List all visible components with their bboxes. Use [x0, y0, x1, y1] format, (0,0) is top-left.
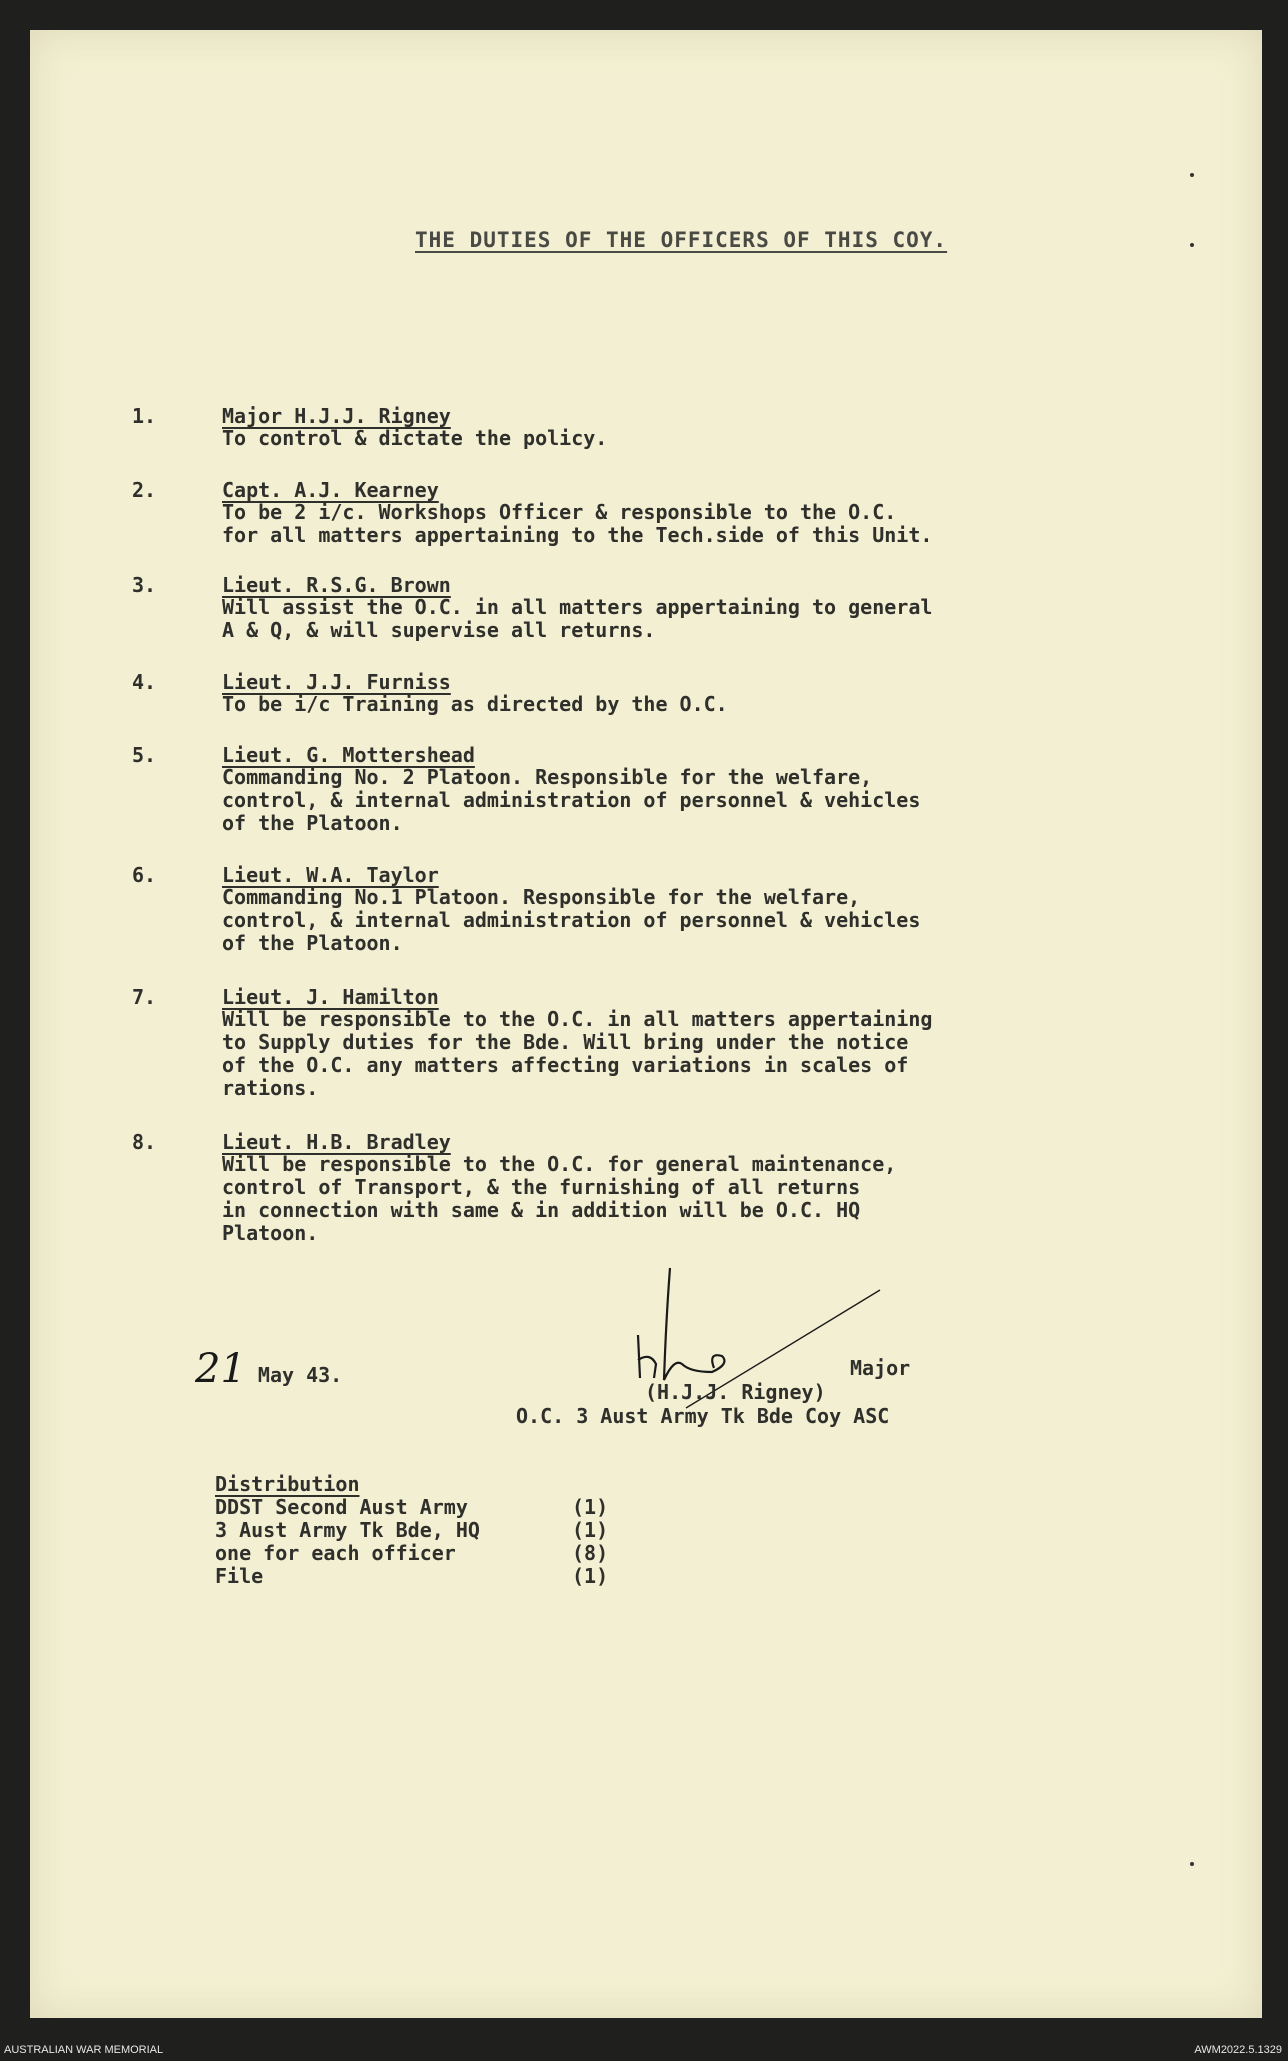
distribution-recipient: one for each officer: [215, 1541, 456, 1565]
footer-accession-number: AWM2022.5.1329: [1194, 2044, 1282, 2056]
distribution-recipient: DDST Second Aust Army: [215, 1495, 468, 1519]
distribution-row: [215, 1541, 608, 1564]
officer-name: Lieut. G. Mottershead: [222, 743, 475, 767]
distribution-list: [215, 1495, 608, 1587]
officer-duty: Will be responsible to the O.C. in all matters appertaining to Supply duties for the Bde. Will bring under the notice of the O.C. any matters affecting variations in scales of rations.: [222, 1007, 933, 1100]
officer-duty: To control & dictate the policy.: [222, 426, 608, 450]
document-page: [30, 30, 1262, 2018]
distribution-recipient: File: [215, 1564, 264, 1588]
distribution-recipient: 3 Aust Army Tk Bde, HQ: [215, 1518, 480, 1542]
signatory-unit: O.C. 3 Aust Army Tk Bde Coy ASC: [516, 1404, 890, 1428]
document-title: THE DUTIES OF THE OFFICERS OF THIS COY.: [415, 228, 948, 252]
officer-name: Lieut. J. Hamilton: [222, 985, 439, 1009]
officer-name: Lieut. R.S.G. Brown: [222, 573, 451, 597]
officer-duty: Commanding No. 2 Platoon. Responsible for the welfare, control, & internal administration of personnel & vehicles of the Platoon.: [222, 765, 921, 835]
distribution-row: [215, 1495, 608, 1518]
officer-duty: Will be responsible to the O.C. for general maintenance, control of Transport, & the furnishing of all returns in connection with same & in addition will be O.C. HQ Platoon.: [222, 1152, 897, 1245]
footer-institution: AUSTRALIAN WAR MEMORIAL: [4, 2044, 164, 2056]
item-number: 8.: [132, 1130, 157, 1154]
officer-name: Major H.J.J. Rigney: [222, 404, 451, 428]
signatory-name: (H.J.J. Rigney): [645, 1380, 826, 1404]
distribution-qty: (1): [572, 1495, 609, 1519]
distribution-qty: (1): [572, 1564, 609, 1588]
item-number: 7.: [132, 985, 157, 1009]
document-date: [195, 1346, 342, 1392]
item-number: 6.: [132, 863, 157, 887]
officer-duty: To be 2 i/c. Workshops Officer & responsible to the O.C. for all matters appertaining to the Tech.side of this Unit.: [222, 500, 933, 547]
distribution-row: [215, 1564, 608, 1587]
item-number: 1.: [132, 404, 157, 428]
signatory-rank: Major: [850, 1356, 911, 1380]
date-month-year: May 43.: [257, 1363, 343, 1387]
officer-name: Capt. A.J. Kearney: [222, 478, 439, 502]
officer-name: Lieut. H.B. Bradley: [222, 1130, 451, 1154]
officer-duty: Will assist the O.C. in all matters appertaining to general A & Q, & will supervise all returns.: [222, 595, 933, 642]
distribution-qty: (8): [572, 1541, 609, 1565]
item-number: 3.: [132, 573, 157, 597]
item-number: 2.: [132, 478, 157, 502]
item-number: 4.: [132, 670, 157, 694]
binder-mark: [1190, 243, 1194, 247]
item-number: 5.: [132, 743, 157, 767]
distribution-heading: Distribution: [215, 1472, 360, 1496]
date-day-handwritten: 21: [195, 1346, 246, 1392]
officer-duty: Commanding No.1 Platoon. Responsible for the welfare, control, & internal administration of personnel & vehicles of the Platoon.: [222, 885, 921, 955]
binder-mark: [1190, 1862, 1194, 1866]
distribution-qty: (1): [572, 1518, 609, 1542]
binder-mark: [1190, 173, 1194, 177]
officer-duty: To be i/c Training as directed by the O.C.: [222, 692, 728, 716]
officer-name: Lieut. J.J. Furniss: [222, 670, 451, 694]
distribution-row: [215, 1518, 608, 1541]
officer-name: Lieut. W.A. Taylor: [222, 863, 439, 887]
